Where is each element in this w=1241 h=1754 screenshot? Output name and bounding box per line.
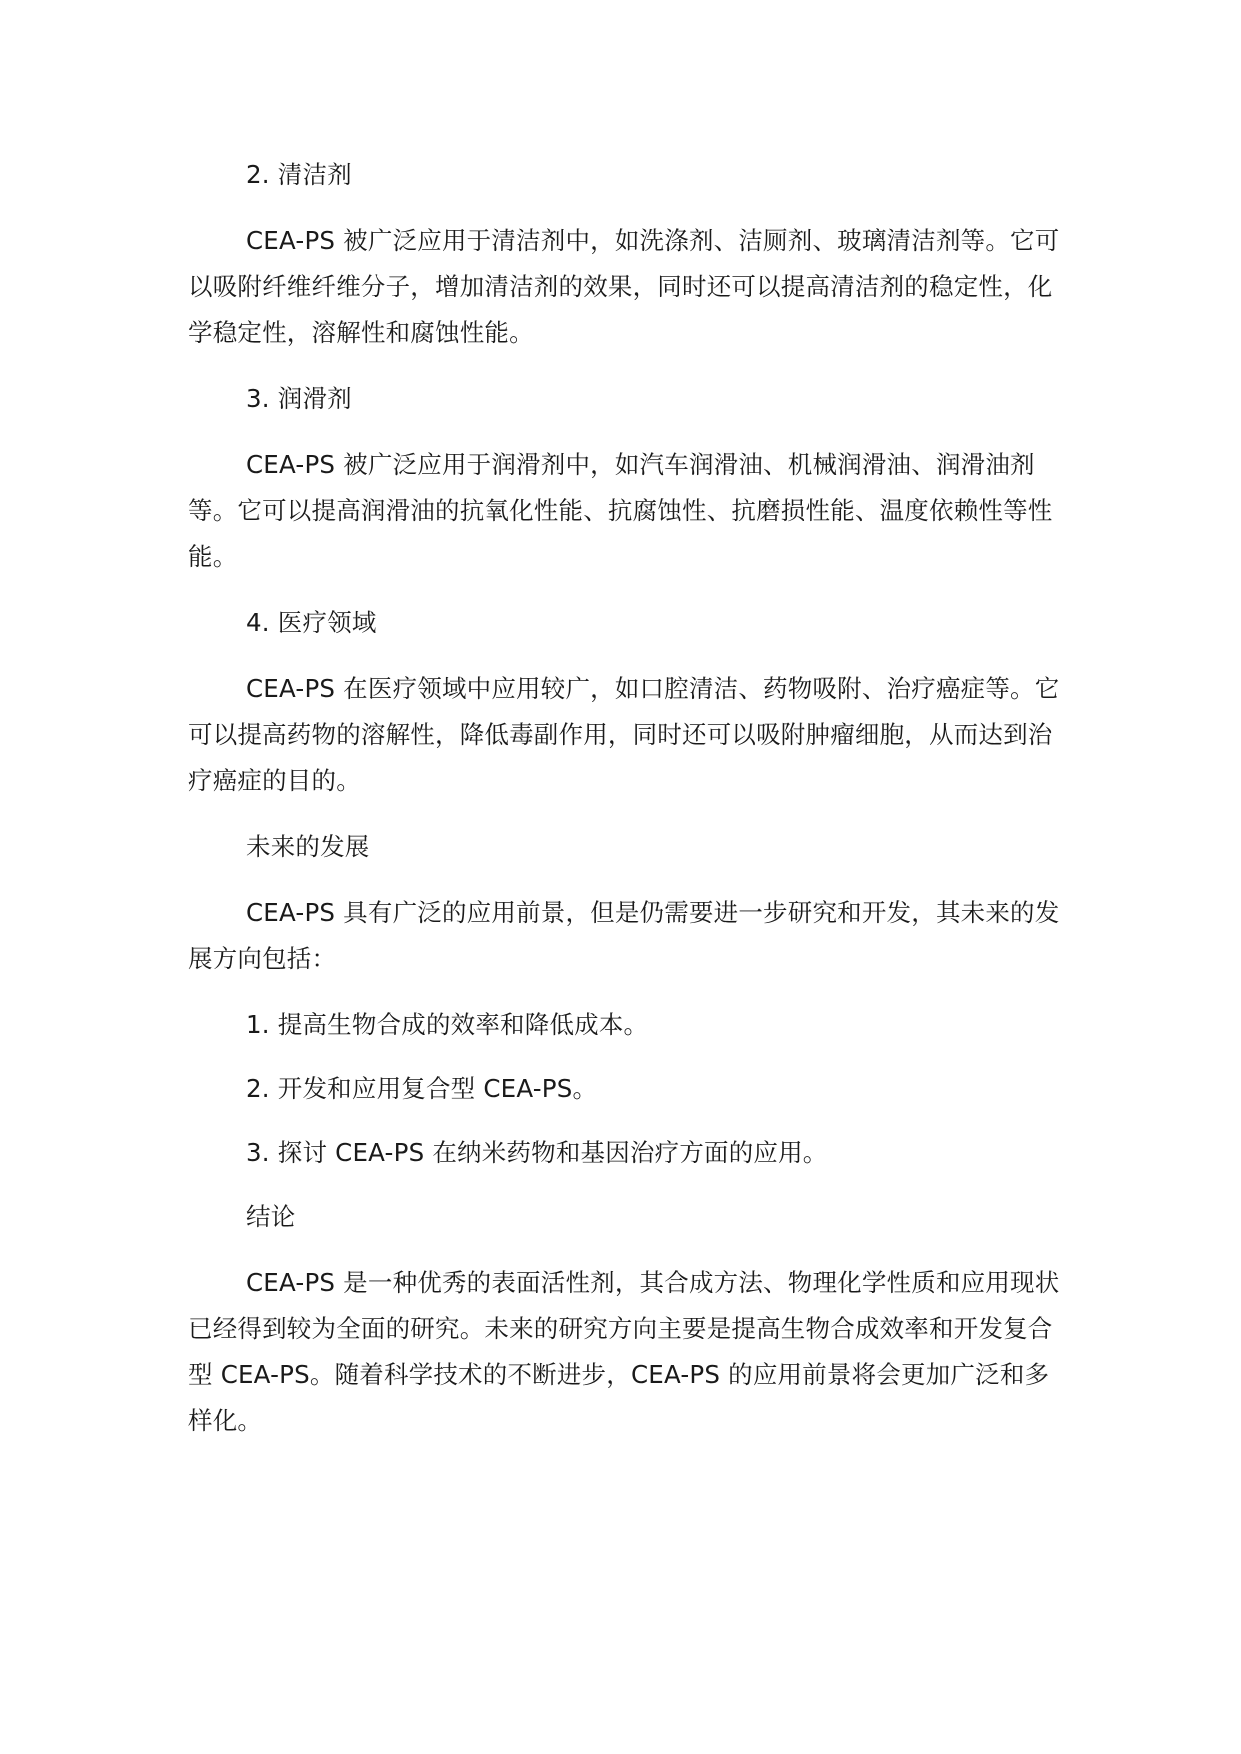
section-heading-medical: 4. 医疗领域 (246, 608, 377, 637)
list-item-future-3: 3. 探讨 CEA-PS 在纳米药物和基因治疗方面的应用。 (246, 1138, 828, 1167)
paragraph-medical: CEA-PS 在医疗领域中应用较广，如口腔清洁、药物吸附、治疗癌症等。它可以提高药物的溶解性，降低毒副作用，同时还可以吸附肿瘤细胞，从而达到治疗癌症的目的。 (188, 674, 1060, 795)
section-heading-future: 未来的发展 (246, 832, 370, 861)
paragraph-conclusion: CEA-PS 是一种优秀的表面活性剂，其合成方法、物理化学性质和应用现状已经得到较为全面的研究。未来的研究方向主要是提高生物合成效率和开发复合型 CEA-PS。随着科学技术的不断进步，CEA-PS 的应用前景将会更加广泛和多样化。 (188, 1268, 1060, 1435)
paragraph-future: CEA-PS 具有广泛的应用前景，但是仍需要进一步研究和开发，其未来的发展方向包括： (188, 898, 1060, 973)
paragraph-cleaner: CEA-PS 被广泛应用于清洁剂中，如洗涤剂、洁厕剂、玻璃清洁剂等。它可以吸附纤维纤维分子，增加清洁剂的效果，同时还可以提高清洁剂的稳定性，化学稳定性，溶解性和腐蚀性能。 (188, 226, 1060, 347)
document-body (188, 152, 1068, 1464)
section-heading-lubricant: 3. 润滑剂 (246, 384, 352, 413)
list-item-future-2: 2. 开发和应用复合型 CEA-PS。 (246, 1074, 598, 1103)
list-item-future-1: 1. 提高生物合成的效率和降低成本。 (246, 1010, 649, 1039)
section-heading-conclusion: 结论 (246, 1202, 296, 1231)
section-heading-cleaner: 2. 清洁剂 (246, 160, 352, 189)
paragraph-lubricant: CEA-PS 被广泛应用于润滑剂中，如汽车润滑油、机械润滑油、润滑油剂等。它可以提高润滑油的抗氧化性能、抗腐蚀性、抗磨损性能、温度依赖性等性能。 (188, 450, 1053, 571)
